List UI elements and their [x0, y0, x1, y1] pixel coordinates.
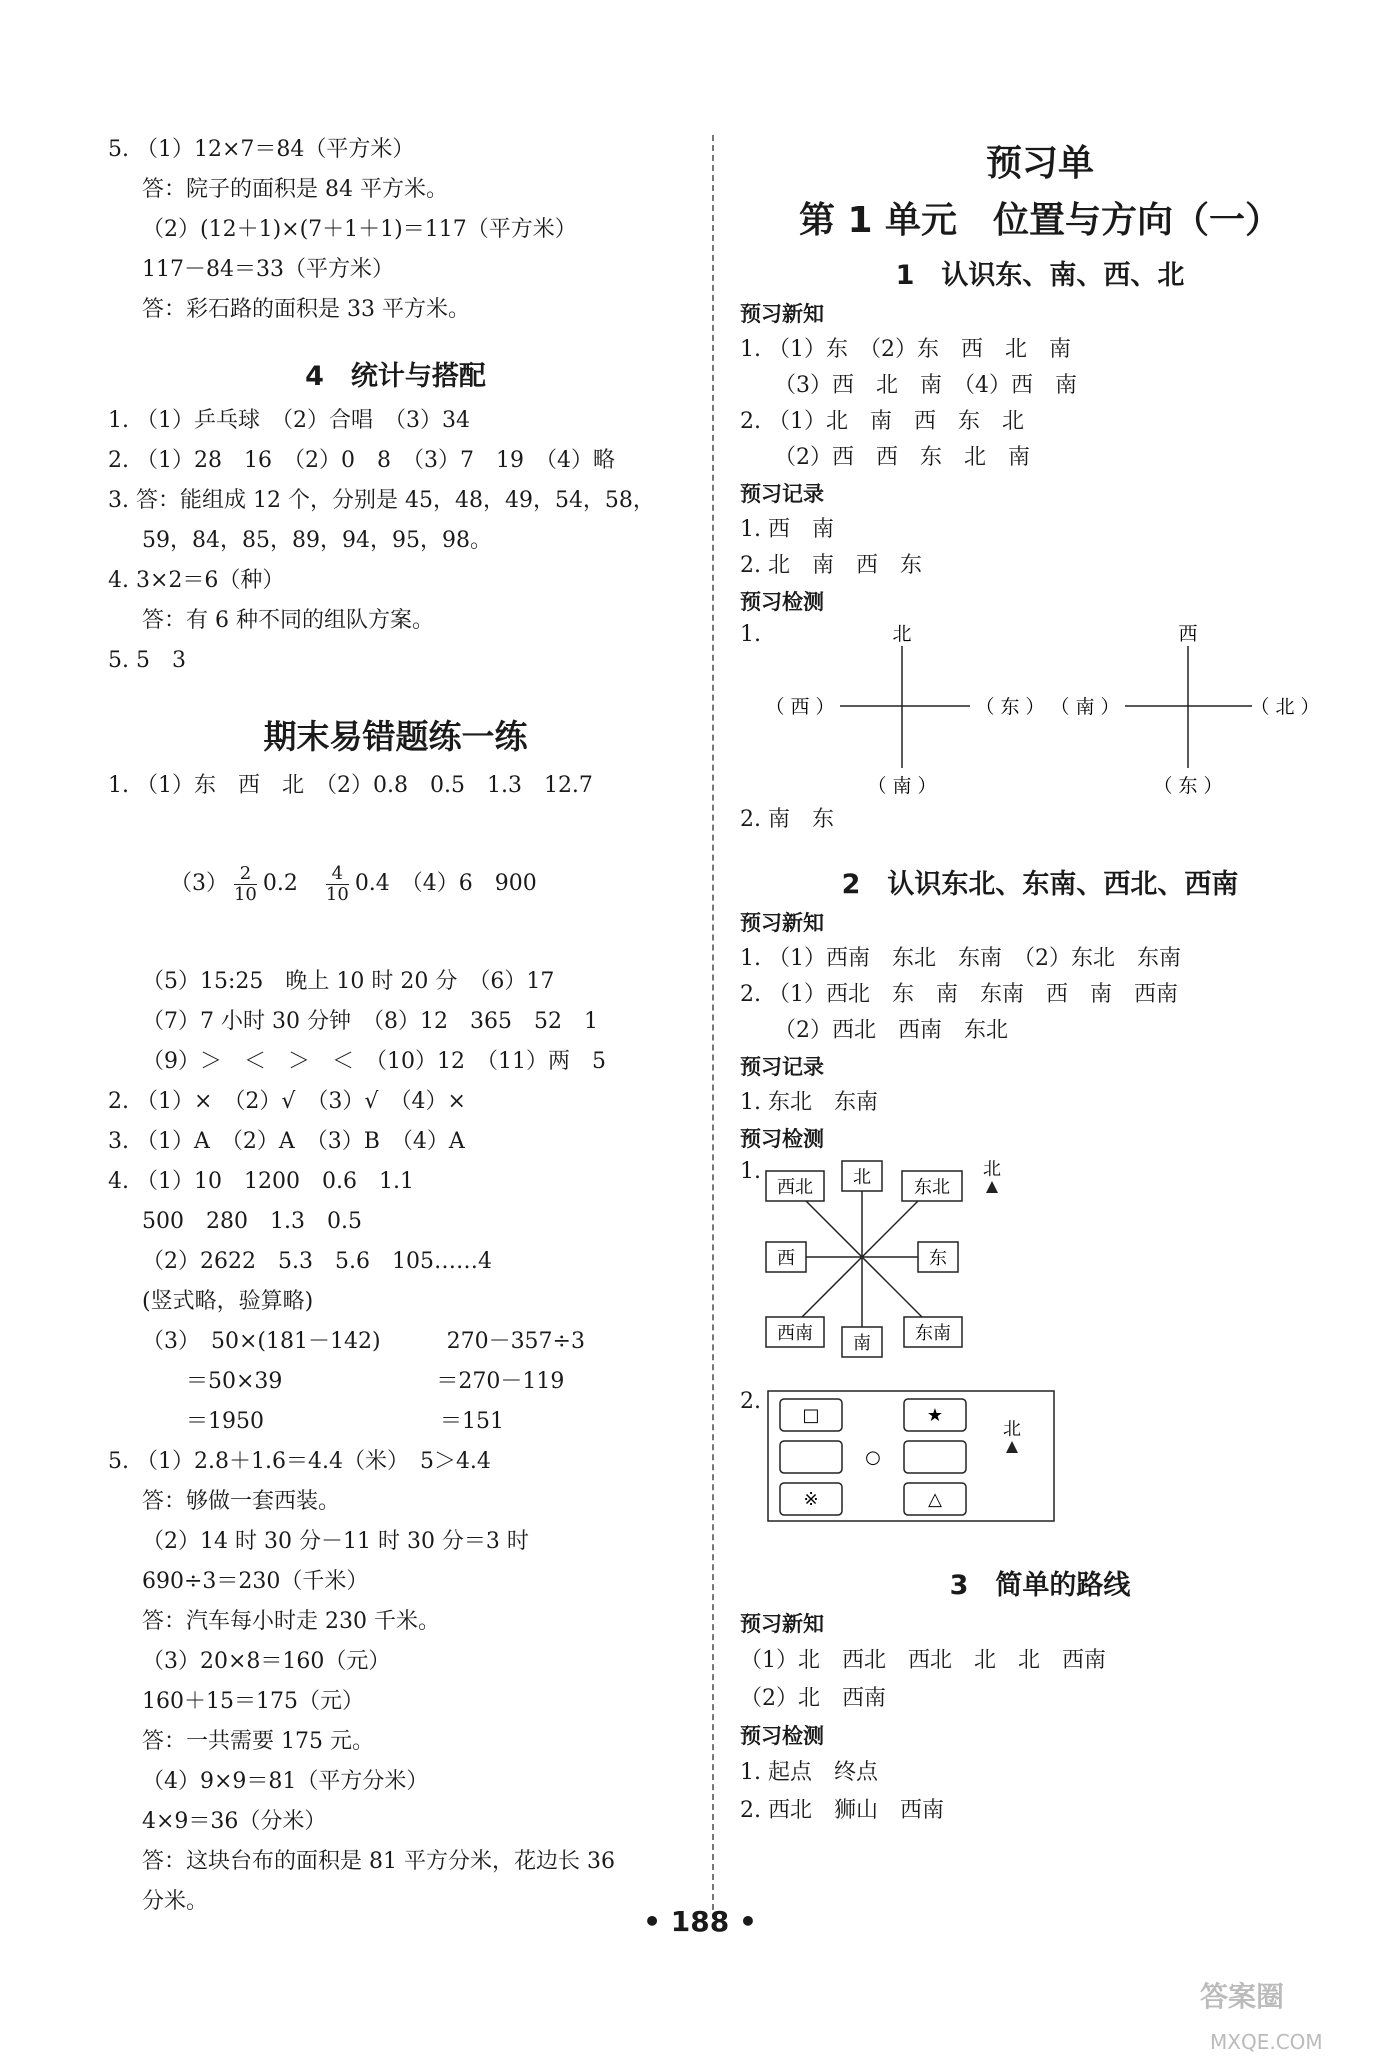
cross2-right: （ 北 ） [1250, 696, 1320, 718]
answer-line: 5. 5 3 [108, 648, 186, 673]
box-e [918, 1242, 958, 1272]
question-number: 1. [740, 622, 761, 647]
cross1-right: （ 东 ） [975, 696, 1045, 718]
box-w [766, 1242, 806, 1272]
grid-figure [740, 1387, 1340, 1527]
symbol-square: □ [802, 1405, 820, 1426]
answer-line: 160＋15＝175（元） [142, 1689, 364, 1714]
answer-line-fractions [108, 806, 683, 962]
box-ne [902, 1171, 962, 1201]
box-nw [766, 1171, 824, 1201]
answer-line: （2）北 西南 [740, 1686, 886, 1711]
symbol-star: ★ [926, 1405, 944, 1426]
symbol-asterisk: ※ [803, 1489, 819, 1510]
answer-line: 答：这块台布的面积是 81 平方分米，花边长 36 [142, 1849, 615, 1874]
answer-line: 答：院子的面积是 84 平方米。 [142, 177, 448, 202]
direction-crosses [740, 620, 1340, 800]
subheading: 预习新知 [740, 1612, 824, 1636]
column-divider [712, 135, 714, 1910]
answer-line: （5）15:25 晚上 10 时 20 分 （6）17 [142, 969, 555, 994]
lesson-title: 2 认识东北、东南、西北、西南 [841, 869, 1239, 900]
cross2-left: （ 南 ） [1050, 696, 1120, 718]
answer-line: 3. 答：能组成 12 个，分别是 45，48，49，54，58， [108, 488, 655, 513]
svg-text:西北: 西北 [777, 1177, 813, 1198]
answer-line: 1. （1）乒乓球 （2）合唱 （3）34 [108, 408, 470, 433]
denominator: 10 [325, 883, 349, 905]
answer-line: 500 280 1.3 0.5 [142, 1209, 362, 1234]
fraction [326, 864, 349, 905]
text: 0.4 （4）6 900 [354, 871, 537, 896]
subheading: 预习检测 [740, 590, 824, 614]
answer-line: 1. （1）东 （2）东 西 北 南 [740, 337, 1071, 362]
answer-line: 2. （1）28 16 （2）0 8 （3）7 19 （4）略 [108, 448, 615, 473]
answer-line: 分米。 [142, 1889, 209, 1914]
answer-line: 答：够做一套西装。 [142, 1489, 341, 1514]
answer-line: （2）西北 西南 东北 [774, 1018, 1008, 1043]
answer-line: 117－84＝33（平方米） [142, 257, 394, 282]
box-s [842, 1327, 882, 1357]
cross2-top: 西 [1178, 623, 1198, 645]
answer-line: （2）2622 5.3 5.6 105……4 [142, 1249, 492, 1274]
cross1-bottom: （ 南 ） [867, 775, 937, 797]
numerator: 4 [326, 864, 349, 885]
answer-line: （2）西 西 东 北 南 [774, 445, 1030, 470]
svg-text:东: 东 [929, 1248, 947, 1269]
answer-line: 4×9＝36（分米） [142, 1809, 327, 1834]
answer-line: 3. （1）A （2）A （3）B （4）A [108, 1129, 465, 1154]
answer-line: 2. （1）× （2）√ （3）√ （4）× [108, 1089, 466, 1114]
symbol-triangle: △ [928, 1489, 942, 1510]
question-number: 2. [740, 1389, 761, 1414]
question-number: 1. [740, 1159, 761, 1184]
svg-text:西南: 西南 [777, 1323, 813, 1344]
svg-text:北: 北 [853, 1167, 871, 1188]
answer-line: （3） 50×(181－142) 270－357÷3 [142, 1329, 585, 1354]
answer-line: 2. （1）西北 东 南 东南 西 南 西南 [740, 982, 1178, 1007]
answer-line: 答：汽车每小时走 230 千米。 [142, 1609, 440, 1634]
compass-figure [740, 1157, 1340, 1387]
cross-diagram-2 [1050, 623, 1319, 797]
subheading: 预习检测 [740, 1127, 824, 1151]
answer-line: 5. （1）12×7＝84（平方米） [108, 137, 415, 162]
grid-diagram [740, 1387, 1060, 1527]
answer-line: （2）(12＋1)×(7＋1＋1)＝117（平方米） [142, 217, 577, 242]
unit-title: 第 1 单元 位置与方向（一） [798, 200, 1282, 241]
text: （3） [169, 871, 228, 896]
answer-line: 1. 起点 终点 [740, 1760, 878, 1785]
answer-line: ＝1950 ＝151 [142, 1409, 504, 1434]
lesson-title: 1 认识东、南、西、北 [895, 260, 1185, 291]
symbol-circle: ○ [865, 1447, 881, 1468]
answer-line: （1）北 西北 西北 北 北 西南 [740, 1648, 1106, 1673]
main-title: 预习单 [985, 143, 1094, 184]
answer-line: 690÷3＝230（千米） [142, 1569, 369, 1594]
box-se [904, 1317, 962, 1347]
answer-line: 1. 西 南 [740, 517, 834, 542]
answer-line: （9）＞ ＜ ＞ ＜ （10）12 （11）两 5 [142, 1049, 606, 1074]
right-column [740, 135, 1340, 1830]
answer-line: 1. （1）西南 东北 东南 （2）东北 东南 [740, 946, 1181, 971]
numerator: 2 [234, 864, 257, 885]
answer-line: 1. 东北 东南 [740, 1090, 878, 1115]
subheading: 预习新知 [740, 302, 824, 326]
svg-text:西: 西 [777, 1248, 795, 1269]
box-n [842, 1161, 882, 1191]
lesson-title: 3 简单的路线 [949, 1570, 1131, 1601]
cross2-bottom: （ 东 ） [1153, 775, 1223, 797]
subheading: 预习新知 [740, 911, 824, 935]
answer-line: 59，84，85，89，94，95，98。 [142, 528, 492, 553]
answer-line: （3）西 北 南 （4）西 南 [774, 373, 1077, 398]
answer-line: 答：一共需要 175 元。 [142, 1729, 374, 1754]
answer-line: （7）7 小时 30 分钟 （8）12 365 52 1 [142, 1009, 598, 1034]
svg-text:东北: 东北 [914, 1177, 950, 1198]
subheading: 预习检测 [740, 1724, 824, 1748]
subheading: 预习记录 [740, 482, 824, 506]
north-arrow-label: 北 [983, 1159, 1001, 1180]
answer-line: 4. （1）10 1200 0.6 1.1 [108, 1169, 414, 1194]
cross-diagrams [740, 620, 1340, 800]
compass-diagram [740, 1157, 1060, 1387]
answer-line: 2. （1）北 南 西 东 北 [740, 409, 1024, 434]
answer-line: 答：有 6 种不同的组队方案。 [142, 608, 434, 633]
answer-line: ＝50×39 ＝270－119 [142, 1369, 565, 1394]
section-title: 期末易错题练一练 [263, 717, 528, 756]
answer-line: 2. 南 东 [740, 807, 834, 832]
fraction [234, 864, 257, 905]
answer-line: （2）14 时 30 分－11 时 30 分＝3 时 [142, 1529, 529, 1554]
subheading: 预习记录 [740, 1055, 824, 1079]
answer-line: 2. 北 南 西 东 [740, 553, 922, 578]
answer-line: 2. 西北 狮山 西南 [740, 1798, 944, 1823]
cross1-top: 北 [892, 623, 912, 645]
svg-text:南: 南 [853, 1333, 871, 1354]
left-column [108, 130, 683, 1922]
answer-line: 1. （1）东 西 北 （2）0.8 0.5 1.3 12.7 [108, 773, 593, 798]
page-number: • 188 • [643, 1905, 757, 1938]
watermark-url: MXQE.COM [1210, 2030, 1323, 2054]
cross1-left: （ 西 ） [765, 696, 835, 718]
answer-line: 答：彩石路的面积是 33 平方米。 [142, 297, 470, 322]
answer-line: 4. 3×2＝6（种） [108, 568, 285, 593]
denominator: 10 [233, 883, 257, 905]
box-sw [766, 1317, 824, 1347]
cross-diagram-1 [765, 623, 1044, 797]
north-arrow-label: 北 [1003, 1419, 1021, 1440]
north-arrow-icon [986, 1181, 998, 1193]
section-title: 4 统计与搭配 [305, 361, 486, 392]
answer-line: 5. （1）2.8＋1.6＝4.4（米） 5＞4.4 [108, 1449, 491, 1474]
svg-text:东南: 东南 [915, 1323, 951, 1344]
text: 0.2 [262, 871, 298, 896]
answer-line: （3）20×8＝160（元） [142, 1649, 391, 1674]
answer-line: (竖式略，验算略) [142, 1289, 314, 1314]
watermark-logo: 答案圈 [1200, 1980, 1285, 2013]
answer-line: （4）9×9＝81（平方分米） [142, 1769, 429, 1794]
